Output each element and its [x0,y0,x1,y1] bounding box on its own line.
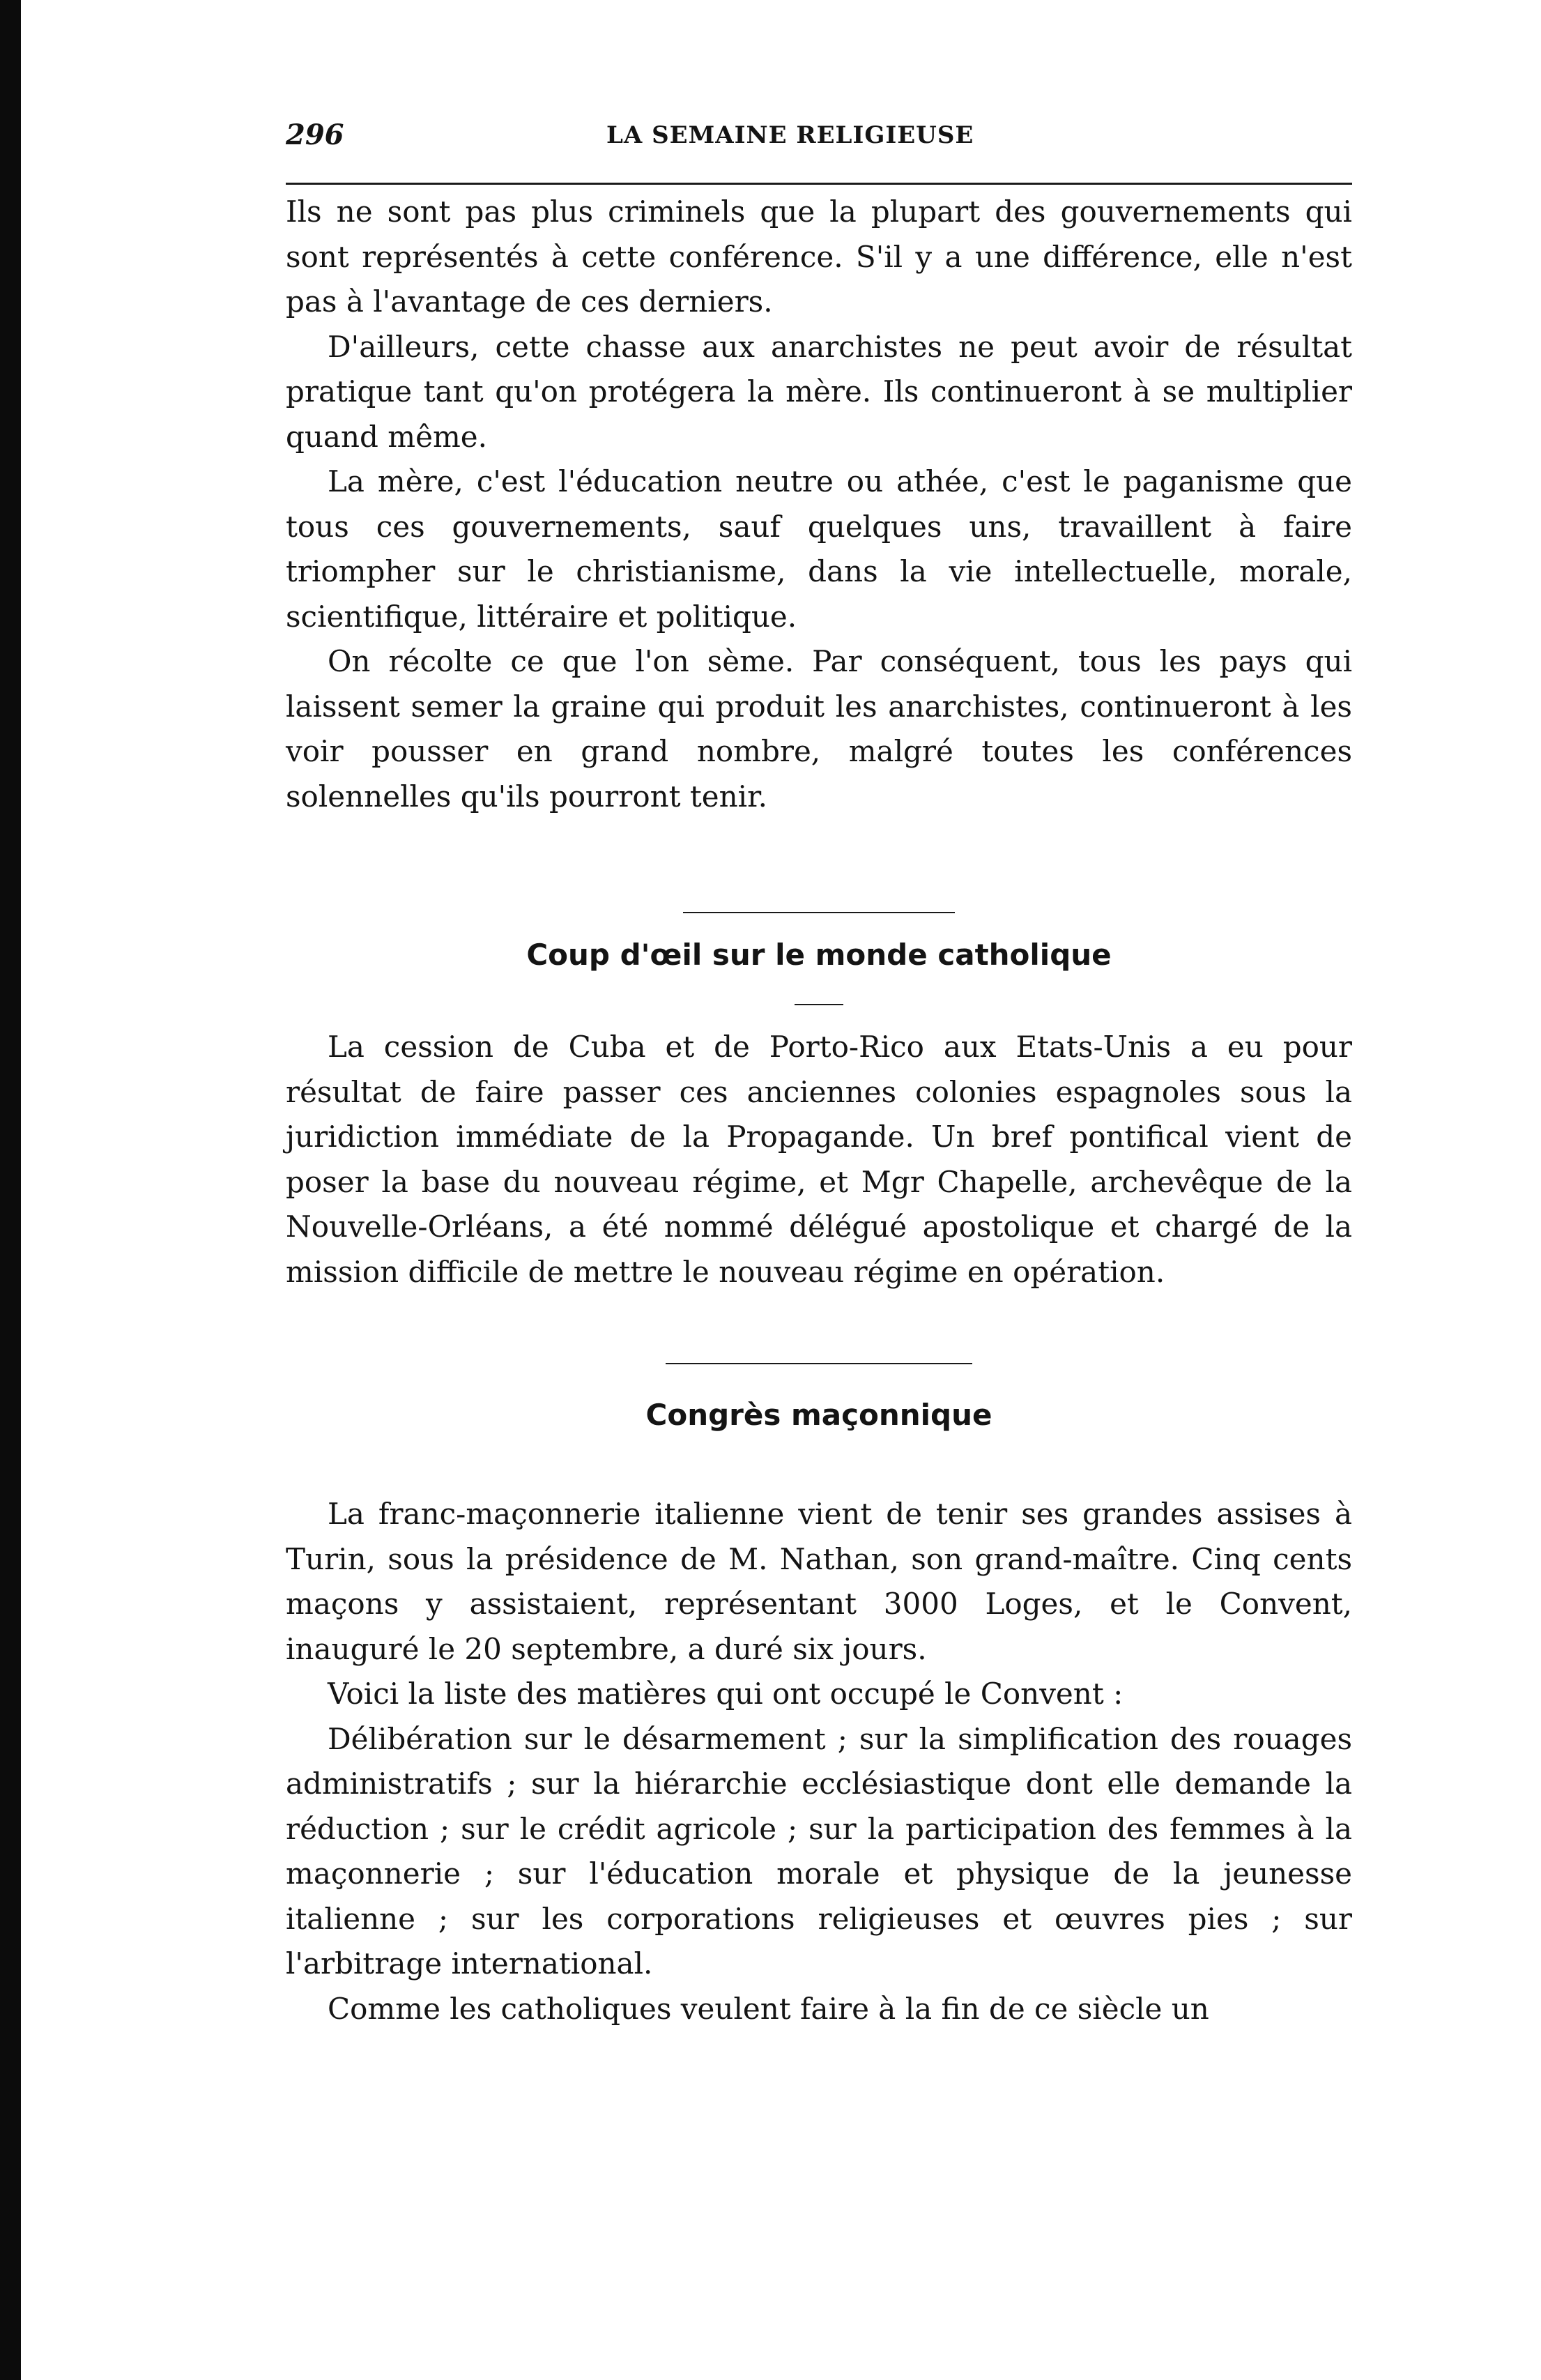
section-title: Congrès maçonnique [645,1398,992,1432]
header-rule [286,183,1352,185]
section2-text [286,1492,1352,2031]
paragraph: Délibération sur le désarmement ; sur la simplification des rouages administratifs ; sur la hiérarchie ecclésiastique dont elle demande la réduction ; sur le crédit agricole ; sur la participation des femmes à la maçonnerie ; sur l'éducation morale et physique de la jeunesse italienne ; sur les corporations religieuses et œuvres pies ; sur l'arbitrage international. [286,1721,1352,1981]
paragraph: Voici la liste des matières qui ont occupé le Convent : [328,1677,1124,1711]
paragraph: La mère, c'est l'éducation neutre ou athée, c'est le paganisme que tous ces gouvernements, sauf quelques uns, travaillent à faire triompher sur le christianisme, dans la vie intellectuelle, morale, scientifique, littéraire et politique. [286,464,1352,634]
running-head [286,119,1352,167]
paragraph: Comme les catholiques veulent faire à la fin de ce siècle un [328,1991,1209,2026]
paragraph: D'ailleurs, cette chasse aux anarchistes ne peut avoir de résultat pratique tant qu'on protégera la mère. Ils continueront à se multiplier quand même. [286,329,1352,454]
book-page [286,119,1352,2026]
page-number: 296 [286,119,344,151]
paragraph: Ils ne sont pas plus criminels que la plupart des gouvernements qui sont représentés à cette conférence. S'il y a une différence, elle n'est pas à l'avantage de ces derniers. [286,194,1352,319]
paragraph: On récolte ce que l'on sème. Par conséquent, tous les pays qui laissent semer la graine qui produit les anarchistes, continueront à les voir pousser en grand nombre, malgré toutes les conférences solennelles qu'ils pourront tenir. [286,644,1352,814]
intro-text [286,190,1352,819]
title-dash [795,1004,843,1005]
section-title: Coup d'œil sur le monde catholique [526,938,1112,972]
section-separator [683,912,955,913]
paragraph: La cession de Cuba et de Porto-Rico aux Etats-Unis a eu pour résultat de faire passer ces anciennes colonies espagnoles sous la juridiction immédiate de la Propagande. Un bref pontifical vient de poser la base du nouveau régime, et Mgr Chapelle, archevêque de la Nouvelle-Orléans, a été nommé délégué apostolique et chargé de la mission difficile de mettre le nouveau régime en opération. [286,1030,1352,1289]
section1-text [286,1025,1352,1295]
paragraph: La franc-maçonnerie italienne vient de tenir ses grandes assises à Turin, sous la présidence de M. Nathan, son grand-maître. Cinq cents maçons y assistaient, représentant 3000 Loges, et le Convent, inauguré le 20 septembre, a duré six jours. [286,1497,1352,1666]
section-separator [666,1363,972,1364]
scan-edge-shadow [0,0,21,2380]
running-title: LA SEMAINE RELIGIEUSE [606,121,974,149]
